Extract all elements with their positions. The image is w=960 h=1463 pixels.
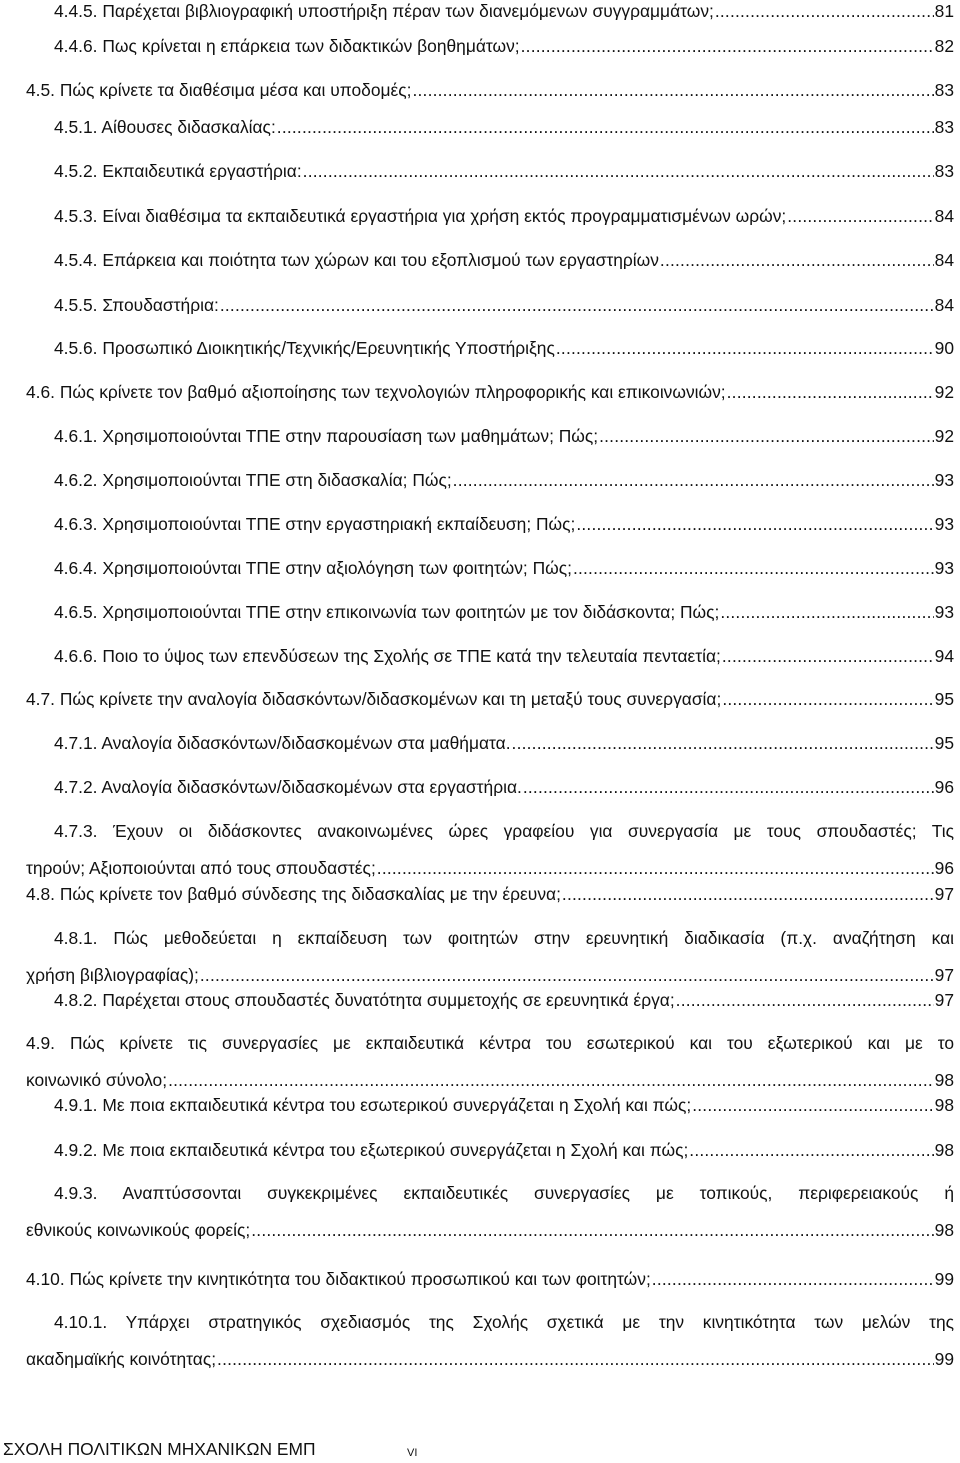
toc-entry[interactable]	[26, 1313, 954, 1368]
toc-entry-title: 4.8.1. Πώς μεθοδεύεται η εκπαίδευση των φοιτητών στην ερευνητική διαδικασία (π.χ. αναζήτηση και	[54, 929, 954, 947]
toc-page-number: 97	[934, 884, 954, 904]
toc-entry[interactable]	[26, 296, 954, 314]
toc-entry[interactable]	[26, 822, 954, 877]
dot-leader	[715, 2, 934, 20]
toc-entry-title-continued: εθνικούς κοινωνικούς φορείς;	[26, 1221, 251, 1239]
toc-entry[interactable]	[26, 690, 954, 708]
toc-page-number: 97	[934, 990, 954, 1010]
dot-leader	[220, 296, 934, 314]
toc-entry-title: 4.5. Πώς κρίνετε τα διαθέσιμα μέσα και υποδομές;	[26, 81, 412, 99]
dot-leader	[692, 1096, 933, 1114]
toc-entry-title: 4.9.2. Με ποια εκπαιδευτικά κέντρα του εξωτερικού συνεργάζεται η Σχολή και πώς;	[54, 1141, 689, 1159]
toc-entry[interactable]	[26, 885, 954, 903]
toc-page-number: 92	[934, 382, 954, 402]
toc-entry-title: 4.10.1. Υπάρχει στρατηγικός σχεδιασμός της Σχολής σχετικά με την κινητικότητα των μελών της	[54, 1313, 954, 1331]
toc-page-number: 84	[934, 206, 954, 226]
toc-page-number: 92	[934, 426, 954, 446]
toc-page-number: 95	[934, 733, 954, 753]
dot-leader	[720, 603, 933, 621]
toc-entry-title: 4.8.2. Παρέχεται στους σπουδαστές δυνατότητα συμμετοχής σε ερευνητικά έργα;	[54, 991, 675, 1009]
toc-entry-title: 4.7. Πώς κρίνετε την αναλογία διδασκόντων/διδασκομένων και τη μεταξύ τους συνεργασία;	[26, 690, 722, 708]
toc-page-number: 96	[934, 777, 954, 797]
toc-page-number: 98	[934, 1140, 954, 1160]
toc-entry-title: 4.6.6. Ποιο το ύψος των επενδύσεων της Σχολής σε ΤΠΕ κατά την τελευταία πενταετία;	[54, 647, 721, 665]
toc-entry-title-continued: τηρούν; Αξιοποιούνται από τους σπουδαστές;	[26, 859, 376, 877]
toc-entry[interactable]	[26, 603, 954, 621]
toc-entry-title-continued: χρήση βιβλιογραφίας);	[26, 966, 199, 984]
dot-leader	[787, 207, 933, 225]
toc-entry-title-continued: ακαδημαϊκής κοινότητας;	[26, 1350, 217, 1368]
toc-entry[interactable]	[26, 991, 954, 1009]
toc-entry[interactable]	[26, 383, 954, 401]
toc-page-number: 83	[934, 161, 954, 181]
toc-entry[interactable]	[26, 1184, 954, 1239]
toc-page-number: 93	[934, 558, 954, 578]
toc-entry-title: 4.6.3. Χρησιμοποιούνται ΤΠΕ στην εργαστηριακή εκπαίδευση; Πώς;	[54, 515, 576, 533]
toc-entry-title: 4.8. Πώς κρίνετε τον βαθμό σύνδεσης της διδασκαλίας με την έρευνα;	[26, 885, 561, 903]
toc-entry-title: 4.6.2. Χρησιμοποιούνται ΤΠΕ στη διδασκαλία; Πώς;	[54, 471, 452, 489]
dot-leader	[453, 471, 934, 489]
toc-page-number: 93	[934, 514, 954, 534]
toc-entry-title: 4.5.4. Επάρκεια και ποιότητα των χώρων και του εξοπλισμού των εργαστηρίων	[54, 251, 659, 269]
toc-entry[interactable]	[26, 471, 954, 489]
toc-entry-title: 4.9.3. Αναπτύσσονται συγκεκριμένες εκπαιδευτικές συνεργασίες με τοπικούς, περιφερειακούς ή	[54, 1184, 954, 1202]
footer-school-name: ΣΧΟΛΗ ΠΟΛΙΤΙΚΩΝ ΜΗΧΑΝΙΚΩΝ ΕΜΠ	[3, 1439, 316, 1459]
toc-entry[interactable]	[26, 1034, 954, 1089]
toc-entry-title: 4.5.1. Αίθουσες διδασκαλίας:	[54, 118, 276, 136]
dot-leader	[251, 1221, 933, 1239]
dot-leader	[676, 991, 934, 1009]
dot-leader	[562, 885, 934, 903]
toc-page-number: 99	[934, 1269, 954, 1289]
toc-entry[interactable]	[26, 734, 954, 752]
toc-page-number: 93	[934, 470, 954, 490]
toc-page-number: 95	[934, 689, 954, 709]
dot-leader	[727, 383, 934, 401]
toc-entry-title: 4.6.4. Χρησιμοποιούνται ΤΠΕ στην αξιολόγηση των φοιτητών; Πώς;	[54, 559, 572, 577]
toc-page-number: 97	[934, 965, 954, 985]
dot-leader	[523, 778, 934, 796]
dot-leader	[412, 81, 933, 99]
toc-entry-title: 4.5.3. Είναι διαθέσιμα τα εκπαιδευτικά εργαστήρια για χρήση εκτός προγραμματισμένων ωρών;	[54, 207, 787, 225]
dot-leader	[660, 251, 934, 269]
toc-entry[interactable]	[26, 162, 954, 180]
dot-leader	[689, 1141, 933, 1159]
toc-entry[interactable]	[26, 427, 954, 445]
toc-page-number: 82	[934, 36, 954, 56]
dot-leader	[722, 690, 933, 708]
toc-entry-title: 4.5.6. Προσωπικό Διοικητικής/Τεχνικής/Ερευνητικής Υποστήριξης	[54, 339, 555, 357]
toc-entry[interactable]	[26, 118, 954, 136]
toc-page-number: 93	[934, 602, 954, 622]
dot-leader	[722, 647, 934, 665]
dot-leader	[573, 559, 934, 577]
toc-entry[interactable]	[26, 647, 954, 665]
toc-page-number: 81	[934, 1, 954, 21]
toc-page-number: 96	[934, 858, 954, 878]
toc-entry[interactable]	[26, 339, 954, 357]
toc-page-number: 83	[934, 80, 954, 100]
toc-entry[interactable]	[26, 81, 954, 99]
toc-page-number: 99	[934, 1349, 954, 1369]
toc-entry-title: 4.10. Πώς κρίνετε την κινητικότητα του διδακτικού προσωπικού και των φοιτητών;	[26, 1270, 651, 1288]
toc-entry[interactable]	[26, 1096, 954, 1114]
toc-entry-title: 4.9.1. Με ποια εκπαιδευτικά κέντρα του εσωτερικού συνεργάζεται η Σχολή και πώς;	[54, 1096, 692, 1114]
toc-entry[interactable]	[26, 1270, 954, 1288]
dot-leader	[303, 162, 934, 180]
dot-leader	[521, 37, 934, 55]
toc-entry-title: 4.9. Πώς κρίνετε τις συνεργασίες με εκπαιδευτικά κέντρα του εσωτερικού και του εξωτερικού και με το	[26, 1034, 954, 1052]
toc-entry-title: 4.4.5. Παρέχεται βιβλιογραφική υποστήριξη πέραν των διανεμόμενων συγγραμμάτων;	[54, 2, 714, 20]
dot-leader	[576, 515, 933, 533]
toc-page-number: 83	[934, 117, 954, 137]
toc-entry[interactable]	[26, 559, 954, 577]
toc-entry-title: 4.5.2. Εκπαιδευτικά εργαστήρια:	[54, 162, 302, 180]
dot-leader	[168, 1071, 934, 1089]
toc-page-number: 84	[934, 250, 954, 270]
toc-entry[interactable]	[26, 251, 954, 269]
dot-leader	[217, 1350, 934, 1368]
toc-entry[interactable]	[26, 2, 954, 20]
toc-entry[interactable]	[26, 929, 954, 984]
dot-leader	[200, 966, 934, 984]
toc-entry-title: 4.6. Πώς κρίνετε τον βαθμό αξιοποίησης των τεχνολογιών πληροφορικής και επικοινωνιών;	[26, 383, 726, 401]
dot-leader	[652, 1270, 934, 1288]
toc-entry[interactable]	[26, 207, 954, 225]
toc-entry-title: 4.6.5. Χρησιμοποιούνται ΤΠΕ στην επικοινωνία των φοιτητών με τον διδάσκοντα; Πώς;	[54, 603, 720, 621]
toc-entry-title: 4.5.5. Σπουδαστήρια:	[54, 296, 219, 314]
toc-entry[interactable]	[26, 37, 954, 55]
toc-entry[interactable]	[26, 1141, 954, 1159]
toc-page-number: 98	[934, 1070, 954, 1090]
toc-page-number: 90	[934, 338, 954, 358]
toc-entry[interactable]	[26, 515, 954, 533]
dot-leader	[377, 859, 934, 877]
toc-entry[interactable]	[26, 778, 954, 796]
dot-leader	[512, 734, 934, 752]
toc-entry-title: 4.7.3. Έχουν οι διδάσκοντες ανακοινωμένες ώρες γραφείου για συνεργασία με τους σπουδαστές; Τις	[54, 822, 954, 840]
toc-entry-title: 4.4.6. Πως κρίνεται η επάρκεια των διδακτικών βοηθημάτων;	[54, 37, 520, 55]
toc-entry-title-continued: κοινωνικό σύνολο;	[26, 1071, 168, 1089]
toc-entry-title: 4.7.2. Αναλογία διδασκόντων/διδασκομένων στα εργαστήρια.	[54, 778, 522, 796]
dot-leader	[556, 339, 934, 357]
toc-page-number: 98	[934, 1220, 954, 1240]
toc-page-number: 94	[934, 646, 954, 666]
dot-leader	[277, 118, 934, 136]
dot-leader	[599, 427, 934, 445]
toc-page-number: 84	[934, 295, 954, 315]
toc-entry-title: 4.7.1. Αναλογία διδασκόντων/διδασκομένων στα μαθήματα.	[54, 734, 511, 752]
footer-page-number: VI	[407, 1447, 418, 1459]
toc-page-number: 98	[934, 1095, 954, 1115]
toc-entry-title: 4.6.1. Χρησιμοποιούνται ΤΠΕ στην παρουσίαση των μαθημάτων; Πώς;	[54, 427, 599, 445]
